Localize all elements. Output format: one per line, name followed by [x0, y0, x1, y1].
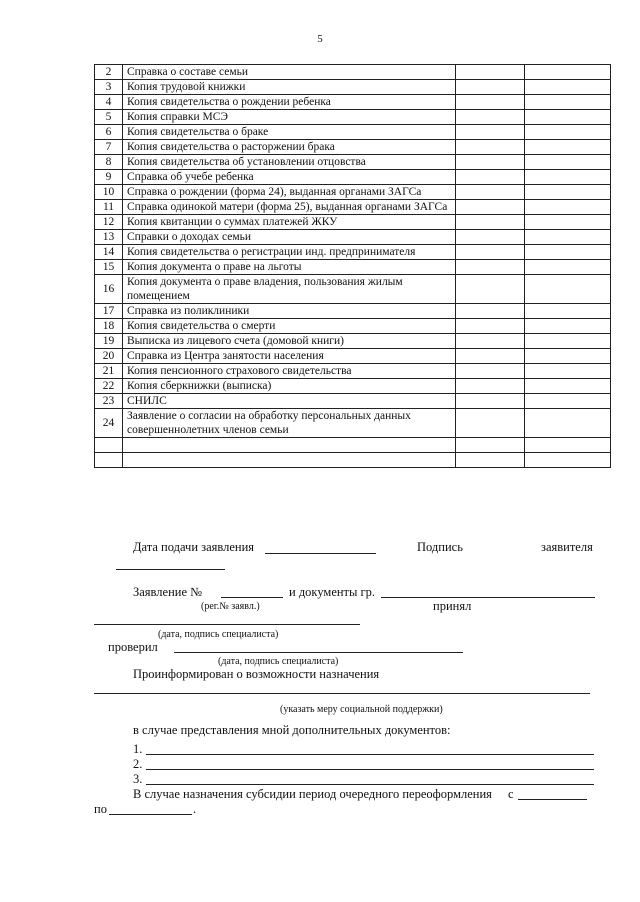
statement-no-line[interactable]	[221, 597, 283, 598]
table-row	[95, 438, 611, 453]
item-2-line[interactable]	[146, 769, 594, 770]
period-from-line[interactable]	[518, 799, 587, 800]
document-name: Копия трудовой книжки	[123, 80, 456, 95]
check-cell[interactable]	[456, 453, 525, 468]
note-cell[interactable]	[525, 364, 611, 379]
row-number: 3	[95, 80, 123, 95]
table-row	[95, 215, 611, 230]
check-cell[interactable]	[456, 349, 525, 364]
documents-label: и документы гр.	[289, 585, 376, 599]
table-row	[95, 230, 611, 245]
check-cell[interactable]	[456, 80, 525, 95]
document-name: Справка о составе семьи	[123, 65, 456, 80]
document-name	[123, 438, 456, 453]
applicant-label: заявителя	[541, 540, 593, 554]
subsidy-label: В случае назначения субсидии период очередного переоформления	[133, 787, 492, 801]
table-row	[95, 275, 611, 304]
row-number: 16	[95, 275, 123, 304]
document-name: Копия квитанции о суммах платежей ЖКУ	[123, 215, 456, 230]
document-name: Выписка из лицевого счета (домовой книги)	[123, 334, 456, 349]
row-number: 20	[95, 349, 123, 364]
check-cell[interactable]	[456, 140, 525, 155]
document-name: Копия свидетельства о рождении ребенка	[123, 95, 456, 110]
note-cell[interactable]	[525, 319, 611, 334]
document-name: Копия справки МСЭ	[123, 110, 456, 125]
note-cell[interactable]	[525, 95, 611, 110]
row-number: 5	[95, 110, 123, 125]
check-cell[interactable]	[456, 65, 525, 80]
note-cell[interactable]	[525, 65, 611, 80]
check-cell[interactable]	[456, 394, 525, 409]
table-row	[95, 110, 611, 125]
note-cell[interactable]	[525, 394, 611, 409]
period-end-dot: .	[193, 802, 197, 816]
table-row	[95, 349, 611, 364]
check-cell[interactable]	[456, 275, 525, 304]
note-cell[interactable]	[525, 349, 611, 364]
table-row	[95, 304, 611, 319]
row-number: 21	[95, 364, 123, 379]
note-cell[interactable]	[525, 260, 611, 275]
check-cell[interactable]	[456, 319, 525, 334]
date-sign-hint-2: (дата, подпись специалиста)	[218, 656, 339, 667]
check-cell[interactable]	[456, 170, 525, 185]
note-cell[interactable]	[525, 230, 611, 245]
date-label: Дата подачи заявления	[133, 540, 255, 554]
period-to-line[interactable]	[109, 814, 192, 815]
support-hint: (указать меру социальной поддержки)	[280, 704, 443, 715]
check-cell[interactable]	[456, 95, 525, 110]
note-cell[interactable]	[525, 185, 611, 200]
row-number: 19	[95, 334, 123, 349]
row-number: 6	[95, 125, 123, 140]
support-measure-line[interactable]	[94, 693, 590, 694]
note-cell[interactable]	[525, 80, 611, 95]
table-row	[95, 394, 611, 409]
note-cell[interactable]	[525, 245, 611, 260]
note-cell[interactable]	[525, 304, 611, 319]
row-number: 9	[95, 170, 123, 185]
document-name: Справка о рождении (форма 24), выданная органами ЗАГСа	[123, 185, 456, 200]
check-cell[interactable]	[456, 215, 525, 230]
note-cell[interactable]	[525, 155, 611, 170]
document-name: Справки о доходах семьи	[123, 230, 456, 245]
note-cell[interactable]	[525, 379, 611, 394]
item-1-label: 1.	[133, 742, 143, 756]
row-number: 12	[95, 215, 123, 230]
row-number: 10	[95, 185, 123, 200]
from-label: с	[508, 787, 514, 801]
page-number: 5	[317, 33, 323, 45]
check-cell[interactable]	[456, 334, 525, 349]
note-cell[interactable]	[525, 453, 611, 468]
signature-label: Подпись	[417, 540, 463, 554]
check-cell[interactable]	[456, 364, 525, 379]
table-row	[95, 170, 611, 185]
document-name: Копия свидетельства о смерти	[123, 319, 456, 334]
checked-label: проверил	[108, 640, 158, 654]
date-field-line[interactable]	[265, 553, 376, 554]
to-label: по	[94, 802, 107, 816]
row-number: 7	[95, 140, 123, 155]
check-cell[interactable]	[456, 155, 525, 170]
row-number	[95, 453, 123, 468]
document-name: Копия свидетельства о браке	[123, 125, 456, 140]
row-number: 18	[95, 319, 123, 334]
row-number: 2	[95, 65, 123, 80]
table-row	[95, 409, 611, 438]
checked-line[interactable]	[174, 652, 463, 653]
document-name: СНИЛС	[123, 394, 456, 409]
table-row	[95, 245, 611, 260]
row-number: 13	[95, 230, 123, 245]
document-name: Справка из поликлиники	[123, 304, 456, 319]
table-row	[95, 379, 611, 394]
accepted-line[interactable]	[94, 624, 360, 625]
additional-docs-label: в случае представления мной дополнительных документов:	[133, 723, 451, 737]
note-cell[interactable]	[525, 170, 611, 185]
accepted-label: принял	[433, 599, 472, 613]
note-cell[interactable]	[525, 125, 611, 140]
item-3-label: 3.	[133, 772, 143, 786]
table-row	[95, 453, 611, 468]
row-number	[95, 438, 123, 453]
row-number: 4	[95, 95, 123, 110]
citizen-name-line[interactable]	[381, 597, 595, 598]
applicant-signature-line[interactable]	[116, 569, 225, 570]
note-cell[interactable]	[525, 334, 611, 349]
document-name: Справка из Центра занятости населения	[123, 349, 456, 364]
check-cell[interactable]	[456, 379, 525, 394]
document-name: Копия свидетельства об установлении отцовства	[123, 155, 456, 170]
check-cell[interactable]	[456, 110, 525, 125]
informed-label: Проинформирован о возможности назначения	[133, 667, 380, 681]
note-cell[interactable]	[525, 275, 611, 304]
check-cell[interactable]	[456, 230, 525, 245]
note-cell[interactable]	[525, 200, 611, 215]
date-sign-hint-1: (дата, подпись специалиста)	[158, 629, 279, 640]
table-row	[95, 140, 611, 155]
document-name	[123, 453, 456, 468]
note-cell[interactable]	[525, 438, 611, 453]
check-cell[interactable]	[456, 125, 525, 140]
check-cell[interactable]	[456, 200, 525, 215]
note-cell[interactable]	[525, 140, 611, 155]
table-row	[95, 364, 611, 379]
table-row	[95, 185, 611, 200]
document-name: Копия документа о праве на льготы	[123, 260, 456, 275]
note-cell[interactable]	[525, 215, 611, 230]
table-row	[95, 200, 611, 215]
table-row	[95, 95, 611, 110]
note-cell[interactable]	[525, 110, 611, 125]
document-name: Копия пенсионного страхового свидетельства	[123, 364, 456, 379]
document-name: Копия документа о праве владения, пользования жилым помещением	[123, 275, 456, 304]
row-number: 23	[95, 394, 123, 409]
document-name: Справка одинокой матери (форма 25), выданная органами ЗАГСа	[123, 200, 456, 215]
reg-no-hint: (рег.№ заявл.)	[201, 601, 260, 612]
check-cell[interactable]	[456, 409, 525, 438]
table-row	[95, 155, 611, 170]
check-cell[interactable]	[456, 260, 525, 275]
row-number: 8	[95, 155, 123, 170]
check-cell[interactable]	[456, 438, 525, 453]
table-row	[95, 125, 611, 140]
documents-table	[94, 64, 611, 468]
table-row	[95, 80, 611, 95]
item-1-line[interactable]	[146, 754, 594, 755]
check-cell[interactable]	[456, 304, 525, 319]
row-number: 22	[95, 379, 123, 394]
document-name: Справка об учебе ребенка	[123, 170, 456, 185]
table-row	[95, 334, 611, 349]
document-name: Заявление о согласии на обработку персональных данных совершеннолетних членов семьи	[123, 409, 456, 438]
document-name: Копия свидетельства о регистрации инд. предпринимателя	[123, 245, 456, 260]
note-cell[interactable]	[525, 409, 611, 438]
row-number: 17	[95, 304, 123, 319]
row-number: 14	[95, 245, 123, 260]
row-number: 11	[95, 200, 123, 215]
table-row	[95, 260, 611, 275]
document-name: Копия свидетельства о расторжении брака	[123, 140, 456, 155]
table-row	[95, 65, 611, 80]
document-name: Копия сберкнижки (выписка)	[123, 379, 456, 394]
statement-no-label: Заявление №	[133, 585, 203, 599]
row-number: 24	[95, 409, 123, 438]
check-cell[interactable]	[456, 185, 525, 200]
item-3-line[interactable]	[146, 784, 594, 785]
table-row	[95, 319, 611, 334]
row-number: 15	[95, 260, 123, 275]
check-cell[interactable]	[456, 245, 525, 260]
item-2-label: 2.	[133, 757, 143, 771]
